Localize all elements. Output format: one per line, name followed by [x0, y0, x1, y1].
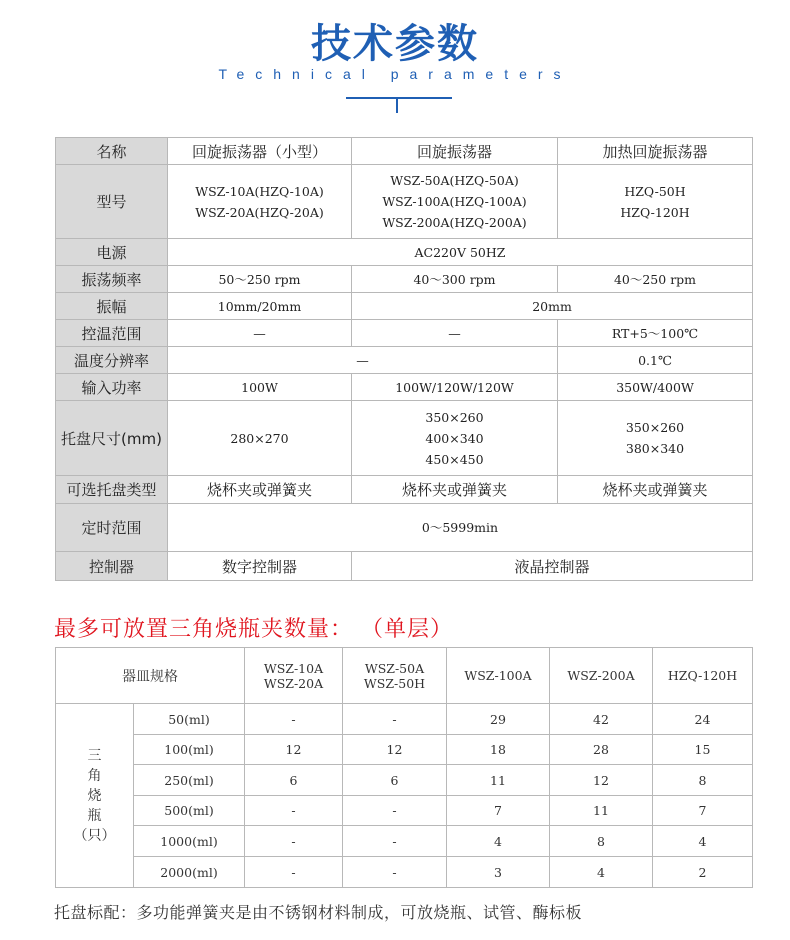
flask-size: 50(ml) [134, 704, 245, 735]
count-cell: 42 [550, 704, 653, 735]
spec-row-name [56, 138, 753, 165]
spec-cell [168, 165, 352, 239]
side-char: （只） [73, 827, 116, 844]
model-line: HZQ-120H [620, 204, 690, 220]
side-char: 烧 [87, 787, 102, 804]
model-name: WSZ-20A [263, 675, 324, 691]
flask-count-table [55, 647, 753, 888]
spec-row-controller [56, 552, 753, 581]
count-cell: - [245, 857, 343, 888]
count-cell: - [343, 826, 447, 857]
count-header-model: WSZ-100A [447, 648, 550, 704]
spec-label-temp-resolution: 温度分辨率 [56, 347, 168, 374]
count-cell: - [245, 796, 343, 826]
count-cell: 12 [343, 735, 447, 765]
spec-cell: 0.1℃ [558, 347, 753, 374]
spec-label-tray-size: 托盘尺寸(mm) [56, 401, 168, 476]
title-divider-tick [396, 99, 398, 113]
count-cell: 12 [550, 765, 653, 796]
tray-size-line: 380×340 [625, 441, 685, 456]
model-name: WSZ-50H [363, 675, 426, 691]
flask-size: 1000(ml) [134, 826, 245, 857]
count-cell: 8 [653, 765, 753, 796]
spec-cell: 回旋振荡器 [352, 138, 558, 165]
flask-size: 250(ml) [134, 765, 245, 796]
spec-cell [558, 165, 753, 239]
count-row [56, 826, 753, 857]
count-cell: 18 [447, 735, 550, 765]
spec-label-amplitude: 振幅 [56, 293, 168, 320]
spec-label-model: 型号 [56, 165, 168, 239]
count-row [56, 765, 753, 796]
side-char: 瓶 [87, 807, 102, 824]
spec-row-input-power [56, 374, 753, 401]
count-row [56, 735, 753, 765]
count-row [56, 857, 753, 888]
spec-row-model [56, 165, 753, 239]
spec-label-timer: 定时范围 [56, 504, 168, 552]
spec-row-temp-resolution [56, 347, 753, 374]
count-cell: 28 [550, 735, 653, 765]
side-char: 三 [87, 747, 102, 764]
count-cell: - [245, 826, 343, 857]
model-line: WSZ-50A(HZQ-50A) [390, 173, 519, 188]
count-cell: 7 [653, 796, 753, 826]
tray-size-line: 350×260 [625, 420, 685, 435]
count-cell: 6 [343, 765, 447, 796]
page-title: 技术参数 [311, 21, 479, 67]
spec-cell: 回旋振荡器（小型） [168, 138, 352, 165]
count-header-row [56, 648, 753, 704]
count-cell: 3 [447, 857, 550, 888]
spec-row-tray-size [56, 401, 753, 476]
count-cell: - [343, 704, 447, 735]
spec-cell: 40～300 rpm [352, 266, 558, 293]
count-header-model: HZQ-120H [653, 648, 753, 704]
tray-standard-note: 托盘标配：多功能弹簧夹是由不锈钢材料制成，可放烧瓶、试管、酶标板 [54, 903, 583, 922]
spec-cell: AC220V 50HZ [168, 239, 753, 266]
spec-label-input-power: 输入功率 [56, 374, 168, 401]
count-row [56, 796, 753, 826]
spec-row-timer [56, 504, 753, 552]
count-header-label: 器皿规格 [56, 648, 245, 704]
flask-count-heading: 最多可放置三角烧瓶夹数量： （单层） [54, 617, 453, 642]
spec-cell: 350W/400W [558, 374, 753, 401]
count-cell: 8 [550, 826, 653, 857]
count-header-model [245, 648, 343, 704]
spec-cell: 20mm [352, 293, 753, 320]
spec-label-controller: 控制器 [56, 552, 168, 581]
count-cell: 4 [550, 857, 653, 888]
count-cell: 4 [653, 826, 753, 857]
spec-label-power-supply: 电源 [56, 239, 168, 266]
count-cell: 15 [653, 735, 753, 765]
count-cell: 6 [245, 765, 343, 796]
spec-cell [352, 165, 558, 239]
count-cell: 11 [447, 765, 550, 796]
spec-cell: RT+5～100℃ [558, 320, 753, 347]
tray-size-line: 400×340 [425, 430, 484, 446]
model-line: WSZ-100A(HZQ-100A) [382, 194, 527, 209]
spec-cell: — [168, 320, 352, 347]
spec-cell: 烧杯夹或弹簧夹 [558, 476, 753, 504]
count-cell: 29 [447, 704, 550, 735]
page-subtitle: Technical parameters [218, 66, 572, 82]
count-cell: - [343, 796, 447, 826]
spec-cell [558, 401, 753, 476]
spec-cell [352, 401, 558, 476]
spec-row-tray-type [56, 476, 753, 504]
tray-size-line: 450×450 [425, 451, 484, 467]
spec-cell: 50～250 rpm [168, 266, 352, 293]
count-cell: 12 [245, 735, 343, 765]
spec-cell: 100W/120W/120W [352, 374, 558, 401]
spec-cell: — [168, 347, 558, 374]
spec-cell: 10mm/20mm [168, 293, 352, 320]
spec-label-frequency: 振荡频率 [56, 266, 168, 293]
spec-table [55, 137, 753, 581]
spec-cell: 0～5999min [168, 504, 753, 552]
count-cell: 2 [653, 857, 753, 888]
spec-label-name: 名称 [56, 138, 168, 165]
count-cell: 4 [447, 826, 550, 857]
side-char: 角 [87, 767, 102, 784]
spec-cell: — [352, 320, 558, 347]
spec-cell: 液晶控制器 [352, 552, 753, 581]
spec-cell: 数字控制器 [168, 552, 352, 581]
count-cell: 24 [653, 704, 753, 735]
flask-size: 500(ml) [134, 796, 245, 826]
spec-row-temp-range [56, 320, 753, 347]
spec-row-power-supply [56, 239, 753, 266]
spec-cell: 加热回旋振荡器 [558, 138, 753, 165]
spec-cell: 烧杯夹或弹簧夹 [168, 476, 352, 504]
spec-cell: 100W [168, 374, 352, 401]
count-cell: 7 [447, 796, 550, 826]
spec-row-amplitude [56, 293, 753, 320]
spec-label-temp-range: 控温范围 [56, 320, 168, 347]
count-cell: 11 [550, 796, 653, 826]
model-line: WSZ-20A(HZQ-20A) [195, 204, 324, 220]
count-cell: - [245, 704, 343, 735]
flask-side-label [56, 704, 134, 888]
count-cell: - [343, 857, 447, 888]
spec-label-tray-type: 可选托盘类型 [56, 476, 168, 504]
count-header-model: WSZ-200A [550, 648, 653, 704]
spec-cell: 40～250 rpm [558, 266, 753, 293]
count-header-model [343, 648, 447, 704]
flask-size: 100(ml) [134, 735, 245, 765]
model-line: HZQ-50H [624, 183, 686, 199]
flask-size: 2000(ml) [134, 857, 245, 888]
spec-row-frequency [56, 266, 753, 293]
tray-size-line: 350×260 [425, 409, 484, 425]
title-divider [346, 97, 452, 99]
count-row [56, 704, 753, 735]
spec-cell: 烧杯夹或弹簧夹 [352, 476, 558, 504]
spec-cell: 280×270 [168, 401, 352, 476]
model-name: WSZ-50A [364, 660, 425, 676]
model-line: WSZ-200A(HZQ-200A) [382, 215, 527, 230]
model-name: WSZ-10A [263, 660, 324, 676]
model-line: WSZ-10A(HZQ-10A) [195, 183, 324, 199]
